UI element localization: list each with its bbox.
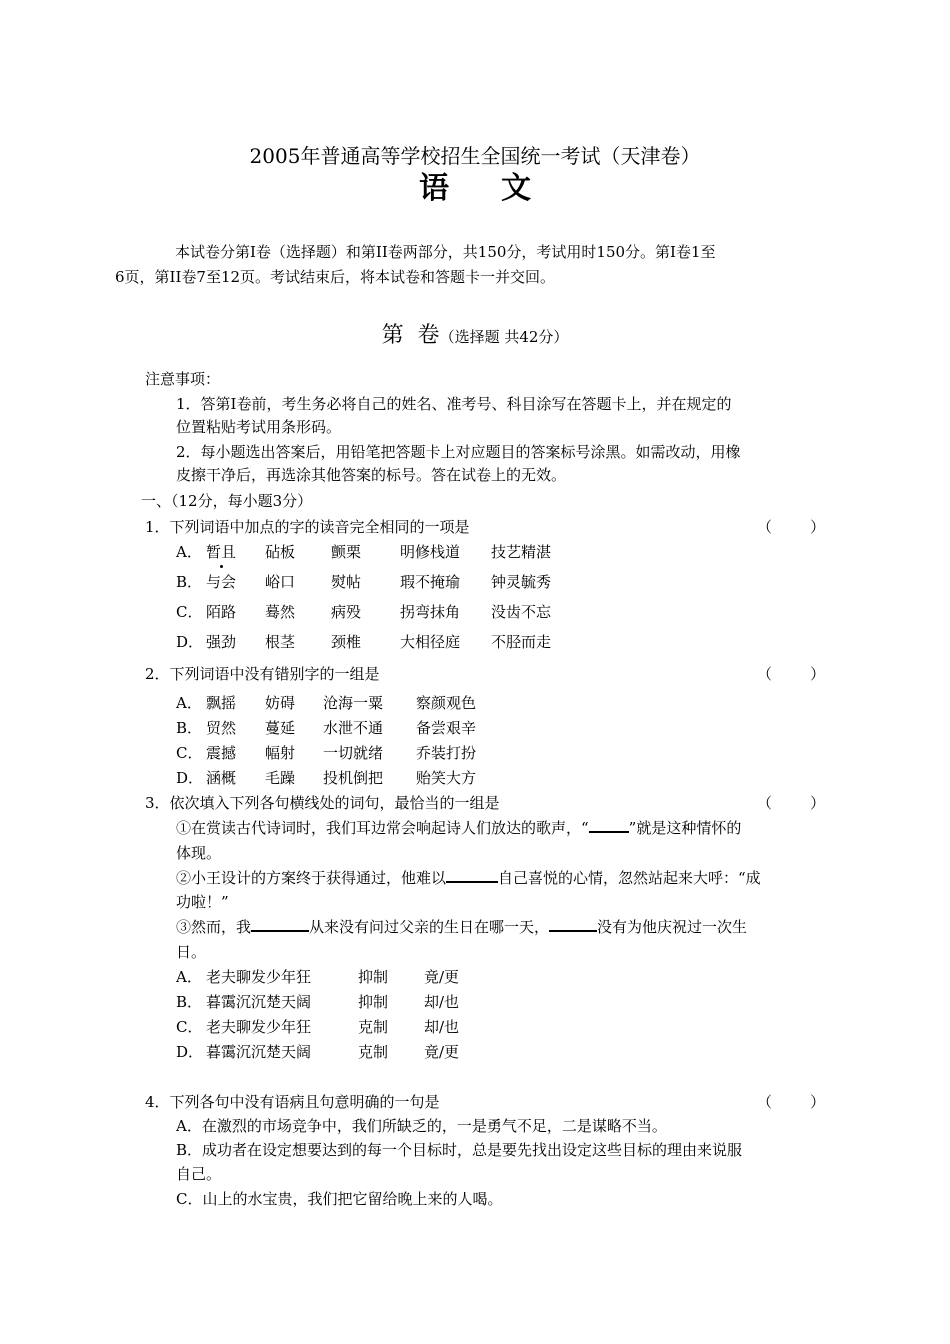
blank-line bbox=[446, 867, 498, 883]
sentence-1-cont: 体现。 bbox=[176, 844, 222, 862]
option-word: 沧海一粟 bbox=[323, 694, 384, 712]
option-word: 水泄不通 bbox=[323, 719, 384, 737]
option-word: 老夫聊发少年狂 bbox=[206, 1018, 312, 1036]
option-word: 暂且 bbox=[206, 543, 237, 561]
option-word: 与会 bbox=[206, 573, 237, 591]
part-heading: 第 卷（选择题 共42分） bbox=[381, 323, 569, 348]
option-word: 克制 bbox=[358, 1043, 389, 1061]
question-stem: 2．下列词语中没有错别字的一组是 bbox=[145, 665, 380, 683]
option-word: 乔装打扮 bbox=[416, 744, 477, 762]
notice-item: 位置粘贴考试用条形码。 bbox=[176, 418, 342, 436]
option-a: A．在激烈的市场竞争中，我们所缺乏的，一是勇气不足，二是谋略不当。 bbox=[176, 1117, 667, 1135]
blank-line bbox=[549, 916, 597, 932]
option-label: B． bbox=[176, 573, 203, 591]
option-c: C．山上的水宝贵，我们把它留给晚上来的人喝。 bbox=[176, 1190, 503, 1208]
option-label: B． bbox=[176, 993, 203, 1011]
option-word: 一切就绪 bbox=[323, 744, 384, 762]
answer-paren: （ ） bbox=[757, 1093, 826, 1111]
option-word: 蔓延 bbox=[265, 719, 296, 737]
option-b: B．成功者在设定想要达到的每一个目标时，总是要先找出设定这些目标的理由来说服 bbox=[176, 1141, 743, 1159]
option-word: 抑制 bbox=[358, 968, 389, 986]
option-word: 毛躁 bbox=[265, 769, 296, 787]
sentence-2-cont: 功啦！” bbox=[176, 893, 229, 911]
question-stem: 4．下列各句中没有语病且句意明确的一句是 bbox=[145, 1093, 440, 1111]
option-label: D． bbox=[176, 1043, 204, 1061]
option-word: 蓦然 bbox=[265, 603, 296, 621]
option-label: A． bbox=[176, 694, 202, 712]
option-word: 强劲 bbox=[206, 633, 237, 651]
notice-item: 皮擦干净后，再选涂其他答案的标号。答在试卷上的无效。 bbox=[176, 466, 567, 484]
option-label: B． bbox=[176, 719, 203, 737]
q3-options bbox=[176, 966, 816, 1066]
option-word: 暮霭沉沉楚天阔 bbox=[206, 1043, 312, 1061]
sentence-3: ③然而，我 从来没有问过父亲的生日在哪一天， 没有为他庆祝过一次生 bbox=[176, 918, 748, 936]
option-label: A． bbox=[176, 968, 202, 986]
option-word: 陌路 bbox=[206, 603, 237, 621]
answer-paren: （ ） bbox=[757, 665, 826, 683]
option-word: 不胫而走 bbox=[491, 633, 552, 651]
notice-label: 注意事项： bbox=[145, 370, 221, 388]
intro-line: 6页，第II卷7至12页。考试结束后，将本试卷和答题卡一并交回。 bbox=[115, 268, 556, 286]
option-label: D． bbox=[176, 769, 204, 787]
option-word: 幅射 bbox=[265, 744, 296, 762]
answer-paren: （ ） bbox=[757, 794, 826, 812]
option-word: 震撼 bbox=[206, 744, 237, 762]
exam-title: 2005年普通高等学校招生全国统一考试（天津卷） bbox=[249, 144, 701, 168]
sentence-2: ②小王设计的方案终于获得通过，他难以 自己喜悦的心情，忽然站起来大呼：“成 bbox=[176, 869, 761, 887]
option-word: 察颜观色 bbox=[416, 694, 477, 712]
question-stem: 3．依次填入下列各句横线处的词句，最恰当的一组是 bbox=[145, 794, 500, 812]
notice-item: 1．答第I卷前，考生务必将自己的姓名、准考号、科目涂写在答题卡上，并在规定的 bbox=[176, 395, 732, 413]
option-word: 贸然 bbox=[206, 719, 237, 737]
option-label: A． bbox=[176, 543, 202, 561]
option-label: D． bbox=[176, 633, 204, 651]
option-word: 贻笑大方 bbox=[416, 769, 477, 787]
option-word: 却/也 bbox=[424, 1018, 460, 1036]
option-word: 峪口 bbox=[265, 573, 296, 591]
option-word: 暮霭沉沉楚天阔 bbox=[206, 993, 312, 1011]
option-word: 老夫聊发少年狂 bbox=[206, 968, 312, 986]
option-word: 却/也 bbox=[424, 993, 460, 1011]
sentence-3-cont: 日。 bbox=[176, 943, 207, 961]
notice-item: 2．每小题选出答案后，用铅笔把答题卡上对应题目的答案标号涂黑。如需改动，用橡 bbox=[176, 443, 741, 461]
option-word: 技艺精湛 bbox=[491, 543, 552, 561]
option-word: 根茎 bbox=[265, 633, 296, 651]
option-word: 大相径庭 bbox=[400, 633, 461, 651]
option-b-cont: 自己。 bbox=[176, 1165, 222, 1183]
option-word: 克制 bbox=[358, 1018, 389, 1036]
section-heading: 一、（12分，每小题3分） bbox=[141, 492, 313, 510]
option-word: 竟/更 bbox=[424, 1043, 460, 1061]
option-word: 瑕不掩瑜 bbox=[400, 573, 461, 591]
subject-title: 语 文 bbox=[419, 171, 531, 206]
option-word: 砧板 bbox=[265, 543, 296, 561]
option-label: C． bbox=[176, 1018, 203, 1036]
option-word: 没齿不忘 bbox=[491, 603, 552, 621]
option-word: 钟灵毓秀 bbox=[491, 573, 552, 591]
option-word: 明修栈道 bbox=[400, 543, 461, 561]
intro-paragraph bbox=[115, 240, 810, 290]
option-label: C． bbox=[176, 603, 203, 621]
option-word: 竟/更 bbox=[424, 968, 460, 986]
answer-paren: （ ） bbox=[757, 518, 826, 536]
q1-options bbox=[176, 541, 816, 661]
blank-line bbox=[251, 916, 309, 932]
option-word: 拐弯抹角 bbox=[400, 603, 461, 621]
q2-options bbox=[176, 692, 816, 792]
option-word: 颤栗 bbox=[331, 543, 362, 561]
blank-line bbox=[589, 817, 629, 833]
option-word: 妨碍 bbox=[265, 694, 296, 712]
option-word: 颈椎 bbox=[331, 633, 362, 651]
option-word: 抑制 bbox=[358, 993, 389, 1011]
sentence-1: ①在赏读古代诗词时，我们耳边常会响起诗人们放达的歌声，“ ”就是这种情怀的 bbox=[176, 819, 742, 837]
option-word: 熨帖 bbox=[331, 573, 362, 591]
option-word: 病殁 bbox=[331, 603, 362, 621]
intro-line: 本试卷分第I卷（选择题）和第II卷两部分，共150分，考试用时150分。第I卷1至 bbox=[175, 243, 716, 261]
option-word: 投机倒把 bbox=[323, 769, 384, 787]
option-label: C． bbox=[176, 744, 203, 762]
option-word: 飘摇 bbox=[206, 694, 237, 712]
option-word: 备尝艰辛 bbox=[416, 719, 477, 737]
option-word: 涵概 bbox=[206, 769, 237, 787]
question-stem: 1．下列词语中加点的字的读音完全相同的一项是 bbox=[145, 518, 470, 536]
